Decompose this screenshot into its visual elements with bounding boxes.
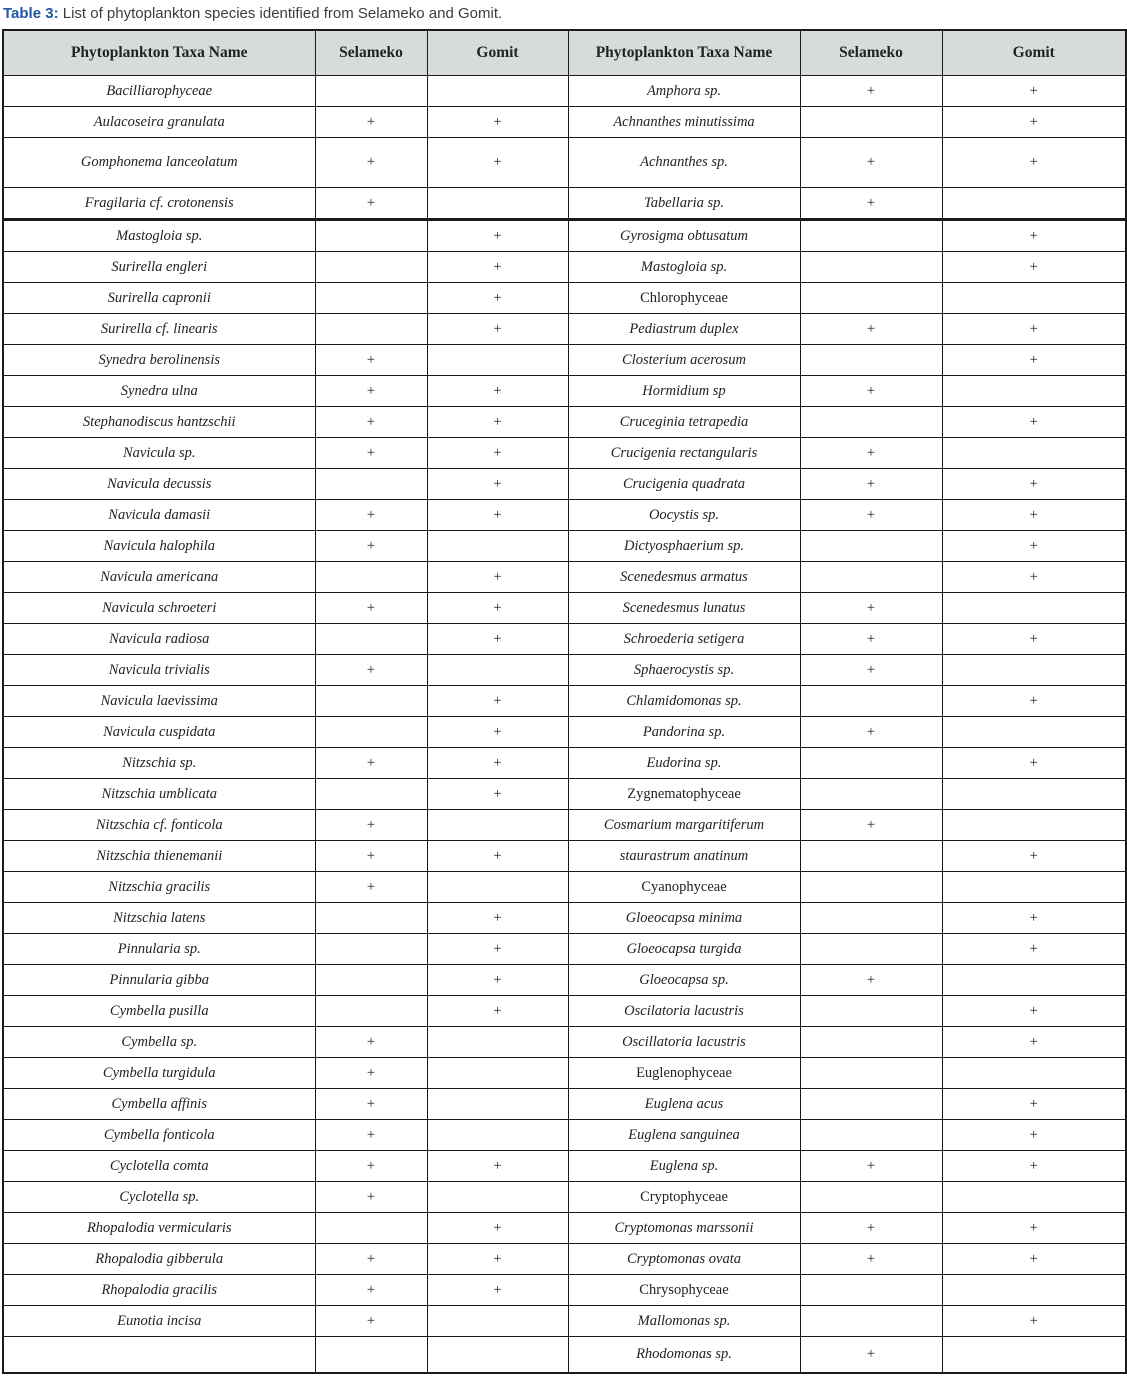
presence-cell	[800, 1182, 942, 1213]
presence-cell	[315, 934, 427, 965]
species-cell: Euglena sanguinea	[568, 1120, 800, 1151]
presence-cell	[315, 717, 427, 748]
species-cell: Gomphonema lanceolatum	[3, 138, 315, 188]
table-row	[3, 686, 1126, 717]
species-cell: Cruceginia tetrapedia	[568, 407, 800, 438]
presence-cell: +	[315, 1275, 427, 1306]
table-row	[3, 438, 1126, 469]
species-cell: Nitzschia latens	[3, 903, 315, 934]
presence-cell	[800, 1058, 942, 1089]
presence-cell	[800, 107, 942, 138]
presence-cell	[800, 345, 942, 376]
species-cell: Surirella capronii	[3, 283, 315, 314]
presence-cell: +	[315, 376, 427, 407]
species-cell: Eunotia incisa	[3, 1306, 315, 1337]
presence-cell: +	[315, 593, 427, 624]
species-cell: Navicula cuspidata	[3, 717, 315, 748]
presence-cell: +	[942, 903, 1126, 934]
species-cell: Crucigenia rectangularis	[568, 438, 800, 469]
presence-cell	[427, 872, 568, 903]
presence-cell	[800, 252, 942, 283]
presence-cell: +	[942, 531, 1126, 562]
species-cell: Nitzschia cf. fonticola	[3, 810, 315, 841]
species-cell: Pinnularia gibba	[3, 965, 315, 996]
presence-cell	[800, 220, 942, 252]
presence-cell	[942, 1337, 1126, 1374]
presence-cell: +	[942, 220, 1126, 252]
header-taxa-left: Phytoplankton Taxa Name	[3, 30, 315, 76]
presence-cell: +	[800, 810, 942, 841]
table-row	[3, 562, 1126, 593]
species-cell: Aulacoseira granulata	[3, 107, 315, 138]
species-cell: Rhopalodia gracilis	[3, 1275, 315, 1306]
table-row	[3, 1275, 1126, 1306]
species-cell: Cyanophyceae	[568, 872, 800, 903]
presence-cell: +	[942, 138, 1126, 188]
table-row	[3, 107, 1126, 138]
species-cell: Scenedesmus armatus	[568, 562, 800, 593]
presence-cell	[942, 1182, 1126, 1213]
species-cell: Synedra ulna	[3, 376, 315, 407]
presence-cell: +	[315, 810, 427, 841]
presence-cell: +	[315, 188, 427, 220]
presence-cell: +	[800, 438, 942, 469]
table-row	[3, 934, 1126, 965]
species-cell: Navicula damasii	[3, 500, 315, 531]
species-cell: Euglena acus	[568, 1089, 800, 1120]
presence-cell	[427, 76, 568, 107]
header-gomit-right: Gomit	[942, 30, 1126, 76]
presence-cell: +	[427, 593, 568, 624]
presence-cell	[427, 1120, 568, 1151]
presence-cell	[427, 1058, 568, 1089]
presence-cell: +	[942, 76, 1126, 107]
presence-cell	[427, 1306, 568, 1337]
species-cell: Chlamidomonas sp.	[568, 686, 800, 717]
presence-cell	[800, 562, 942, 593]
species-cell: Navicula trivialis	[3, 655, 315, 686]
species-cell: Gloeocapsa turgida	[568, 934, 800, 965]
species-cell: Rhopalodia gibberula	[3, 1244, 315, 1275]
presence-cell	[315, 686, 427, 717]
table-row	[3, 469, 1126, 500]
table-row	[3, 252, 1126, 283]
table-row	[3, 1120, 1126, 1151]
presence-cell: +	[800, 1337, 942, 1374]
presence-cell: +	[427, 138, 568, 188]
table-row	[3, 407, 1126, 438]
presence-cell: +	[942, 107, 1126, 138]
table-caption-label: Table 3:	[3, 5, 59, 22]
species-cell: Euglena sp.	[568, 1151, 800, 1182]
presence-cell	[800, 1306, 942, 1337]
presence-cell: +	[315, 1120, 427, 1151]
presence-cell: +	[942, 469, 1126, 500]
table-row	[3, 1213, 1126, 1244]
presence-cell: +	[800, 76, 942, 107]
presence-cell: +	[427, 469, 568, 500]
presence-cell: +	[800, 624, 942, 655]
presence-cell: +	[427, 934, 568, 965]
presence-cell	[427, 1027, 568, 1058]
species-cell: Gloeocapsa minima	[568, 903, 800, 934]
table-row	[3, 624, 1126, 655]
presence-cell	[315, 996, 427, 1027]
presence-cell: +	[427, 283, 568, 314]
table-header-row	[3, 30, 1126, 76]
presence-cell: +	[315, 107, 427, 138]
table-row	[3, 1151, 1126, 1182]
table-row	[3, 220, 1126, 252]
table-row	[3, 531, 1126, 562]
table-row	[3, 655, 1126, 686]
presence-cell	[315, 624, 427, 655]
presence-cell	[427, 345, 568, 376]
species-cell: staurastrum anatinum	[568, 841, 800, 872]
species-cell: Achnanthes sp.	[568, 138, 800, 188]
species-cell: Cosmarium margaritiferum	[568, 810, 800, 841]
species-cell: Oscilatoria lacustris	[568, 996, 800, 1027]
presence-cell: +	[942, 934, 1126, 965]
species-cell: Fragilaria cf. crotonensis	[3, 188, 315, 220]
presence-cell: +	[942, 252, 1126, 283]
presence-cell: +	[427, 686, 568, 717]
presence-cell	[427, 1337, 568, 1374]
presence-cell: +	[800, 965, 942, 996]
presence-cell: +	[800, 717, 942, 748]
presence-cell: +	[315, 500, 427, 531]
presence-cell: +	[315, 748, 427, 779]
presence-cell: +	[427, 748, 568, 779]
presence-cell: +	[315, 531, 427, 562]
presence-cell: +	[427, 779, 568, 810]
table-row	[3, 76, 1126, 107]
species-cell: Cymbella sp.	[3, 1027, 315, 1058]
presence-cell	[427, 655, 568, 686]
species-cell: Nitzschia umblicata	[3, 779, 315, 810]
presence-cell	[800, 283, 942, 314]
presence-cell	[427, 1182, 568, 1213]
presence-cell	[427, 188, 568, 220]
presence-cell	[800, 1089, 942, 1120]
presence-cell: +	[427, 624, 568, 655]
presence-cell: +	[427, 252, 568, 283]
presence-cell	[315, 562, 427, 593]
species-cell: Pinnularia sp.	[3, 934, 315, 965]
presence-cell: +	[427, 562, 568, 593]
presence-cell: +	[315, 1151, 427, 1182]
presence-cell: +	[800, 500, 942, 531]
species-cell: Navicula laevissima	[3, 686, 315, 717]
presence-cell	[315, 1337, 427, 1374]
presence-cell: +	[427, 314, 568, 345]
presence-cell: +	[942, 1213, 1126, 1244]
presence-cell	[800, 407, 942, 438]
species-cell: Tabellaria sp.	[568, 188, 800, 220]
presence-cell	[942, 779, 1126, 810]
presence-cell	[427, 810, 568, 841]
species-cell: Sphaerocystis sp.	[568, 655, 800, 686]
presence-cell: +	[315, 438, 427, 469]
table-row	[3, 500, 1126, 531]
presence-cell: +	[800, 1151, 942, 1182]
presence-cell: +	[427, 1213, 568, 1244]
table-row	[3, 1306, 1126, 1337]
presence-cell: +	[942, 624, 1126, 655]
presence-cell: +	[942, 500, 1126, 531]
species-cell: Chrysophyceae	[568, 1275, 800, 1306]
presence-cell	[315, 965, 427, 996]
species-cell: Amphora sp.	[568, 76, 800, 107]
table-row	[3, 1089, 1126, 1120]
species-cell: Oscillatoria lacustris	[568, 1027, 800, 1058]
presence-cell: +	[800, 1213, 942, 1244]
table-row	[3, 593, 1126, 624]
presence-cell	[315, 1213, 427, 1244]
phytoplankton-table	[2, 29, 1127, 1374]
presence-cell: +	[427, 1275, 568, 1306]
presence-cell	[800, 686, 942, 717]
presence-cell	[942, 188, 1126, 220]
species-cell	[3, 1337, 315, 1374]
species-cell: Nitzschia thienemanii	[3, 841, 315, 872]
species-cell: Chlorophyceae	[568, 283, 800, 314]
presence-cell: +	[427, 996, 568, 1027]
presence-cell: +	[942, 1306, 1126, 1337]
presence-cell	[942, 1058, 1126, 1089]
presence-cell: +	[942, 314, 1126, 345]
presence-cell: +	[315, 1182, 427, 1213]
table-row	[3, 779, 1126, 810]
presence-cell	[315, 220, 427, 252]
species-cell: Pandorina sp.	[568, 717, 800, 748]
species-cell: Pediastrum duplex	[568, 314, 800, 345]
presence-cell: +	[315, 1089, 427, 1120]
presence-cell: +	[315, 1244, 427, 1275]
presence-cell	[800, 779, 942, 810]
species-cell: Rhopalodia vermicularis	[3, 1213, 315, 1244]
presence-cell: +	[427, 717, 568, 748]
presence-cell	[942, 283, 1126, 314]
table-row	[3, 138, 1126, 188]
table-row	[3, 283, 1126, 314]
species-cell: Cryptomonas marssonii	[568, 1213, 800, 1244]
table-row	[3, 810, 1126, 841]
species-cell: Oocystis sp.	[568, 500, 800, 531]
table-row	[3, 345, 1126, 376]
presence-cell: +	[800, 1244, 942, 1275]
presence-cell	[942, 1275, 1126, 1306]
presence-cell: +	[942, 1027, 1126, 1058]
presence-cell	[942, 965, 1126, 996]
species-cell: Cryptophyceae	[568, 1182, 800, 1213]
species-cell: Cymbella fonticola	[3, 1120, 315, 1151]
table-row	[3, 1244, 1126, 1275]
presence-cell	[315, 283, 427, 314]
presence-cell: +	[800, 188, 942, 220]
presence-cell: +	[427, 903, 568, 934]
species-cell: Gloeocapsa sp.	[568, 965, 800, 996]
header-gomit-left: Gomit	[427, 30, 568, 76]
presence-cell	[800, 841, 942, 872]
presence-cell: +	[942, 345, 1126, 376]
species-cell: Surirella engleri	[3, 252, 315, 283]
species-cell: Mallomonas sp.	[568, 1306, 800, 1337]
species-cell: Navicula decussis	[3, 469, 315, 500]
species-cell: Nitzschia gracilis	[3, 872, 315, 903]
species-cell: Nitzschia sp.	[3, 748, 315, 779]
presence-cell: +	[427, 1151, 568, 1182]
presence-cell: +	[942, 1089, 1126, 1120]
species-cell: Synedra berolinensis	[3, 345, 315, 376]
species-cell: Surirella cf. linearis	[3, 314, 315, 345]
presence-cell: +	[427, 1244, 568, 1275]
presence-cell	[942, 872, 1126, 903]
table-row	[3, 314, 1126, 345]
table-caption	[0, 0, 1127, 29]
presence-cell: +	[427, 107, 568, 138]
table-row	[3, 717, 1126, 748]
presence-cell	[315, 903, 427, 934]
presence-cell	[942, 655, 1126, 686]
table-row	[3, 1337, 1126, 1374]
presence-cell	[315, 76, 427, 107]
presence-cell: +	[942, 1244, 1126, 1275]
species-cell: Closterium acerosum	[568, 345, 800, 376]
species-cell: Navicula americana	[3, 562, 315, 593]
table-row	[3, 188, 1126, 220]
species-cell: Cymbella affinis	[3, 1089, 315, 1120]
species-cell: Navicula halophila	[3, 531, 315, 562]
table-row	[3, 841, 1126, 872]
presence-cell	[800, 1027, 942, 1058]
table-row	[3, 1058, 1126, 1089]
presence-cell: +	[942, 562, 1126, 593]
presence-cell: +	[800, 593, 942, 624]
presence-cell	[800, 934, 942, 965]
table-row	[3, 748, 1126, 779]
species-cell: Crucigenia quadrata	[568, 469, 800, 500]
presence-cell: +	[427, 841, 568, 872]
presence-cell	[315, 314, 427, 345]
presence-cell	[315, 469, 427, 500]
table-row	[3, 1182, 1126, 1213]
presence-cell: +	[942, 841, 1126, 872]
presence-cell	[800, 1120, 942, 1151]
presence-cell: +	[800, 314, 942, 345]
species-cell: Stephanodiscus hantzschii	[3, 407, 315, 438]
presence-cell: +	[315, 655, 427, 686]
presence-cell: +	[800, 655, 942, 686]
table-row	[3, 965, 1126, 996]
species-cell: Cymbella turgidula	[3, 1058, 315, 1089]
presence-cell	[315, 779, 427, 810]
presence-cell	[800, 996, 942, 1027]
presence-cell: +	[942, 407, 1126, 438]
table-row	[3, 872, 1126, 903]
species-cell: Cryptomonas ovata	[568, 1244, 800, 1275]
presence-cell: +	[942, 686, 1126, 717]
presence-cell: +	[315, 138, 427, 188]
species-cell: Navicula sp.	[3, 438, 315, 469]
species-cell: Zygnematophyceae	[568, 779, 800, 810]
table-row	[3, 903, 1126, 934]
presence-cell	[942, 376, 1126, 407]
species-cell: Cymbella pusilla	[3, 996, 315, 1027]
species-cell: Rhodomonas sp.	[568, 1337, 800, 1374]
species-cell: Mastogloia sp.	[3, 220, 315, 252]
species-cell: Navicula radiosa	[3, 624, 315, 655]
species-cell: Achnanthes minutissima	[568, 107, 800, 138]
species-cell: Bacilliarophyceae	[3, 76, 315, 107]
presence-cell: +	[427, 438, 568, 469]
presence-cell	[942, 593, 1126, 624]
presence-cell: +	[315, 345, 427, 376]
table-body	[3, 76, 1126, 1374]
species-cell: Euglenophyceae	[568, 1058, 800, 1089]
species-cell: Hormidium sp	[568, 376, 800, 407]
presence-cell	[800, 872, 942, 903]
presence-cell: +	[942, 1151, 1126, 1182]
presence-cell	[800, 1275, 942, 1306]
species-cell: Navicula schroeteri	[3, 593, 315, 624]
presence-cell: +	[427, 407, 568, 438]
species-cell: Cyclotella comta	[3, 1151, 315, 1182]
presence-cell: +	[942, 996, 1126, 1027]
table-row	[3, 1027, 1126, 1058]
presence-cell	[427, 1089, 568, 1120]
species-cell: Eudorina sp.	[568, 748, 800, 779]
presence-cell	[800, 748, 942, 779]
presence-cell: +	[942, 1120, 1126, 1151]
presence-cell: +	[315, 1027, 427, 1058]
presence-cell: +	[800, 469, 942, 500]
species-cell: Dictyosphaerium sp.	[568, 531, 800, 562]
species-cell: Schroederia setigera	[568, 624, 800, 655]
presence-cell	[800, 903, 942, 934]
table-row	[3, 996, 1126, 1027]
presence-cell	[942, 438, 1126, 469]
species-cell: Scenedesmus lunatus	[568, 593, 800, 624]
presence-cell: +	[315, 1306, 427, 1337]
table-caption-text: List of phytoplankton species identified from Selameko and Gomit.	[58, 5, 503, 22]
table-row	[3, 376, 1126, 407]
header-taxa-right: Phytoplankton Taxa Name	[568, 30, 800, 76]
header-selameko-right: Selameko	[800, 30, 942, 76]
species-cell: Mastogloia sp.	[568, 252, 800, 283]
species-cell: Gyrosigma obtusatum	[568, 220, 800, 252]
presence-cell: +	[315, 1058, 427, 1089]
presence-cell	[942, 810, 1126, 841]
presence-cell: +	[427, 376, 568, 407]
header-selameko-left: Selameko	[315, 30, 427, 76]
species-cell: Cyclotella sp.	[3, 1182, 315, 1213]
presence-cell	[315, 252, 427, 283]
presence-cell	[942, 717, 1126, 748]
presence-cell	[800, 531, 942, 562]
presence-cell: +	[427, 220, 568, 252]
presence-cell: +	[427, 965, 568, 996]
presence-cell: +	[942, 748, 1126, 779]
presence-cell: +	[800, 138, 942, 188]
presence-cell: +	[315, 407, 427, 438]
presence-cell: +	[315, 872, 427, 903]
presence-cell: +	[800, 376, 942, 407]
presence-cell: +	[315, 841, 427, 872]
presence-cell: +	[427, 500, 568, 531]
presence-cell	[427, 531, 568, 562]
